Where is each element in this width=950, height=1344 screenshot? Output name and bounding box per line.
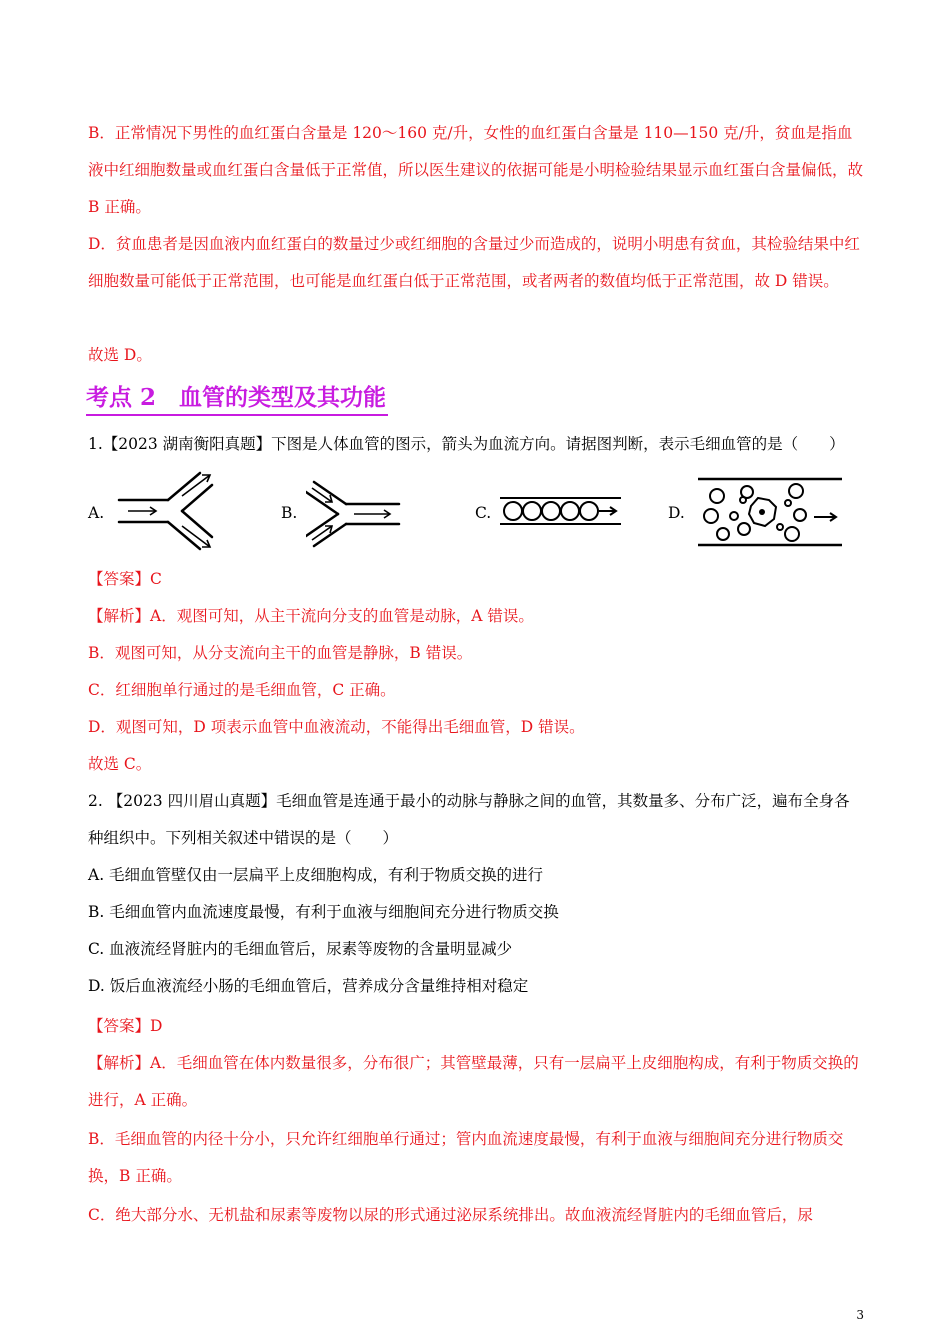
q1-explanation-d: D．观图可知，D 项表示血管中血液流动，不能得出毛细血管，D 错误。 bbox=[88, 718, 585, 736]
q2-option-c: C. 血液流经肾脏内的毛细血管后，尿素等废物的含量明显减少 bbox=[88, 940, 513, 958]
page-number: 3 bbox=[856, 1308, 864, 1322]
artery-diagram-icon bbox=[116, 470, 232, 552]
blood-flow-diagram-icon bbox=[696, 476, 844, 548]
q1-option-d-label: D. bbox=[668, 504, 685, 522]
q1-explanation-a: 【解析】A．观图可知，从主干流向分支的血管是动脉，A 错误。 bbox=[88, 607, 534, 625]
section-heading: 考点 2 血管的类型及其功能 bbox=[86, 382, 388, 416]
q2-explanation-a: 【解析】A．毛细血管在体内数量很多，分布很广；其管壁最薄，只有一层扁平上皮细胞构成，有利于物质交换的进行，A 正确。 bbox=[88, 1054, 859, 1109]
q2-stem: 2. 【2023 四川眉山真题】毛细血管是连通于最小的动脉与静脉之间的血管，其数量多、分布广泛，遍布全身各种组织中。下列相关叙述中错误的是（ ） bbox=[88, 792, 850, 847]
q2-option-a: A. 毛细血管壁仅由一层扁平上皮细胞构成，有利于物质交换的进行 bbox=[88, 866, 544, 884]
prev-conclusion: 故选 D。 bbox=[88, 346, 152, 364]
q2-explanation-c: C．绝大部分水、无机盐和尿素等废物以尿的形式通过泌尿系统排出。故血液流经肾脏内的毛细血管后，尿 bbox=[88, 1206, 813, 1224]
q2-option-b: B. 毛细血管内血流速度最慢，有利于血液与细胞间充分进行物质交换 bbox=[88, 903, 559, 921]
q1-conclusion: 故选 C。 bbox=[88, 755, 152, 773]
q2-answer: 【答案】D bbox=[88, 1017, 163, 1035]
q1-option-a-label: A. bbox=[88, 504, 105, 522]
q1-answer: 【答案】C bbox=[88, 570, 162, 588]
prev-explanation-d: D．贫血患者是因血液内血红蛋白的数量过少或红细胞的含量过少而造成的，说明小明患有贫血，其检验结果中红细胞数量可能低于正常范围，也可能是血红蛋白低于正常范围，或者两者的数值均低于正常范围，故 D 错误。 bbox=[88, 235, 860, 290]
prev-explanation-b: B．正常情况下男性的血红蛋白含量是 120～160 克/升，女性的血红蛋白含量是 110—150 克/升，贫血是指血液中红细胞数量或血红蛋白含量低于正常值，所以医生建议的依据可能是小明检验结果显示血红蛋白含量偏低，故 B 正确。 bbox=[88, 124, 864, 216]
q1-explanation-b: B．观图可知，从分支流向主干的血管是静脉，B 错误。 bbox=[88, 644, 473, 662]
q1-option-c-label: C. bbox=[475, 504, 492, 522]
q1-option-b-label: B. bbox=[281, 504, 298, 522]
q2-explanation-b: B．毛细血管的内径十分小，只允许红细胞单行通过；管内血流速度最慢，有利于血液与细胞间充分进行物质交换，B 正确。 bbox=[88, 1130, 844, 1185]
vein-diagram-icon bbox=[306, 478, 402, 550]
capillary-diagram-icon bbox=[499, 496, 623, 526]
q1-stem: 1.【2023 湖南衡阳真题】下图是人体血管的图示，箭头为血流方向。请据图判断，表示毛细血管的是（ ） bbox=[88, 435, 845, 453]
q2-option-d: D. 饭后血液流经小肠的毛细血管后，营养成分含量维持相对稳定 bbox=[88, 977, 529, 995]
q1-explanation-c: C．红细胞单行通过的是毛细血管，C 正确。 bbox=[88, 681, 396, 699]
